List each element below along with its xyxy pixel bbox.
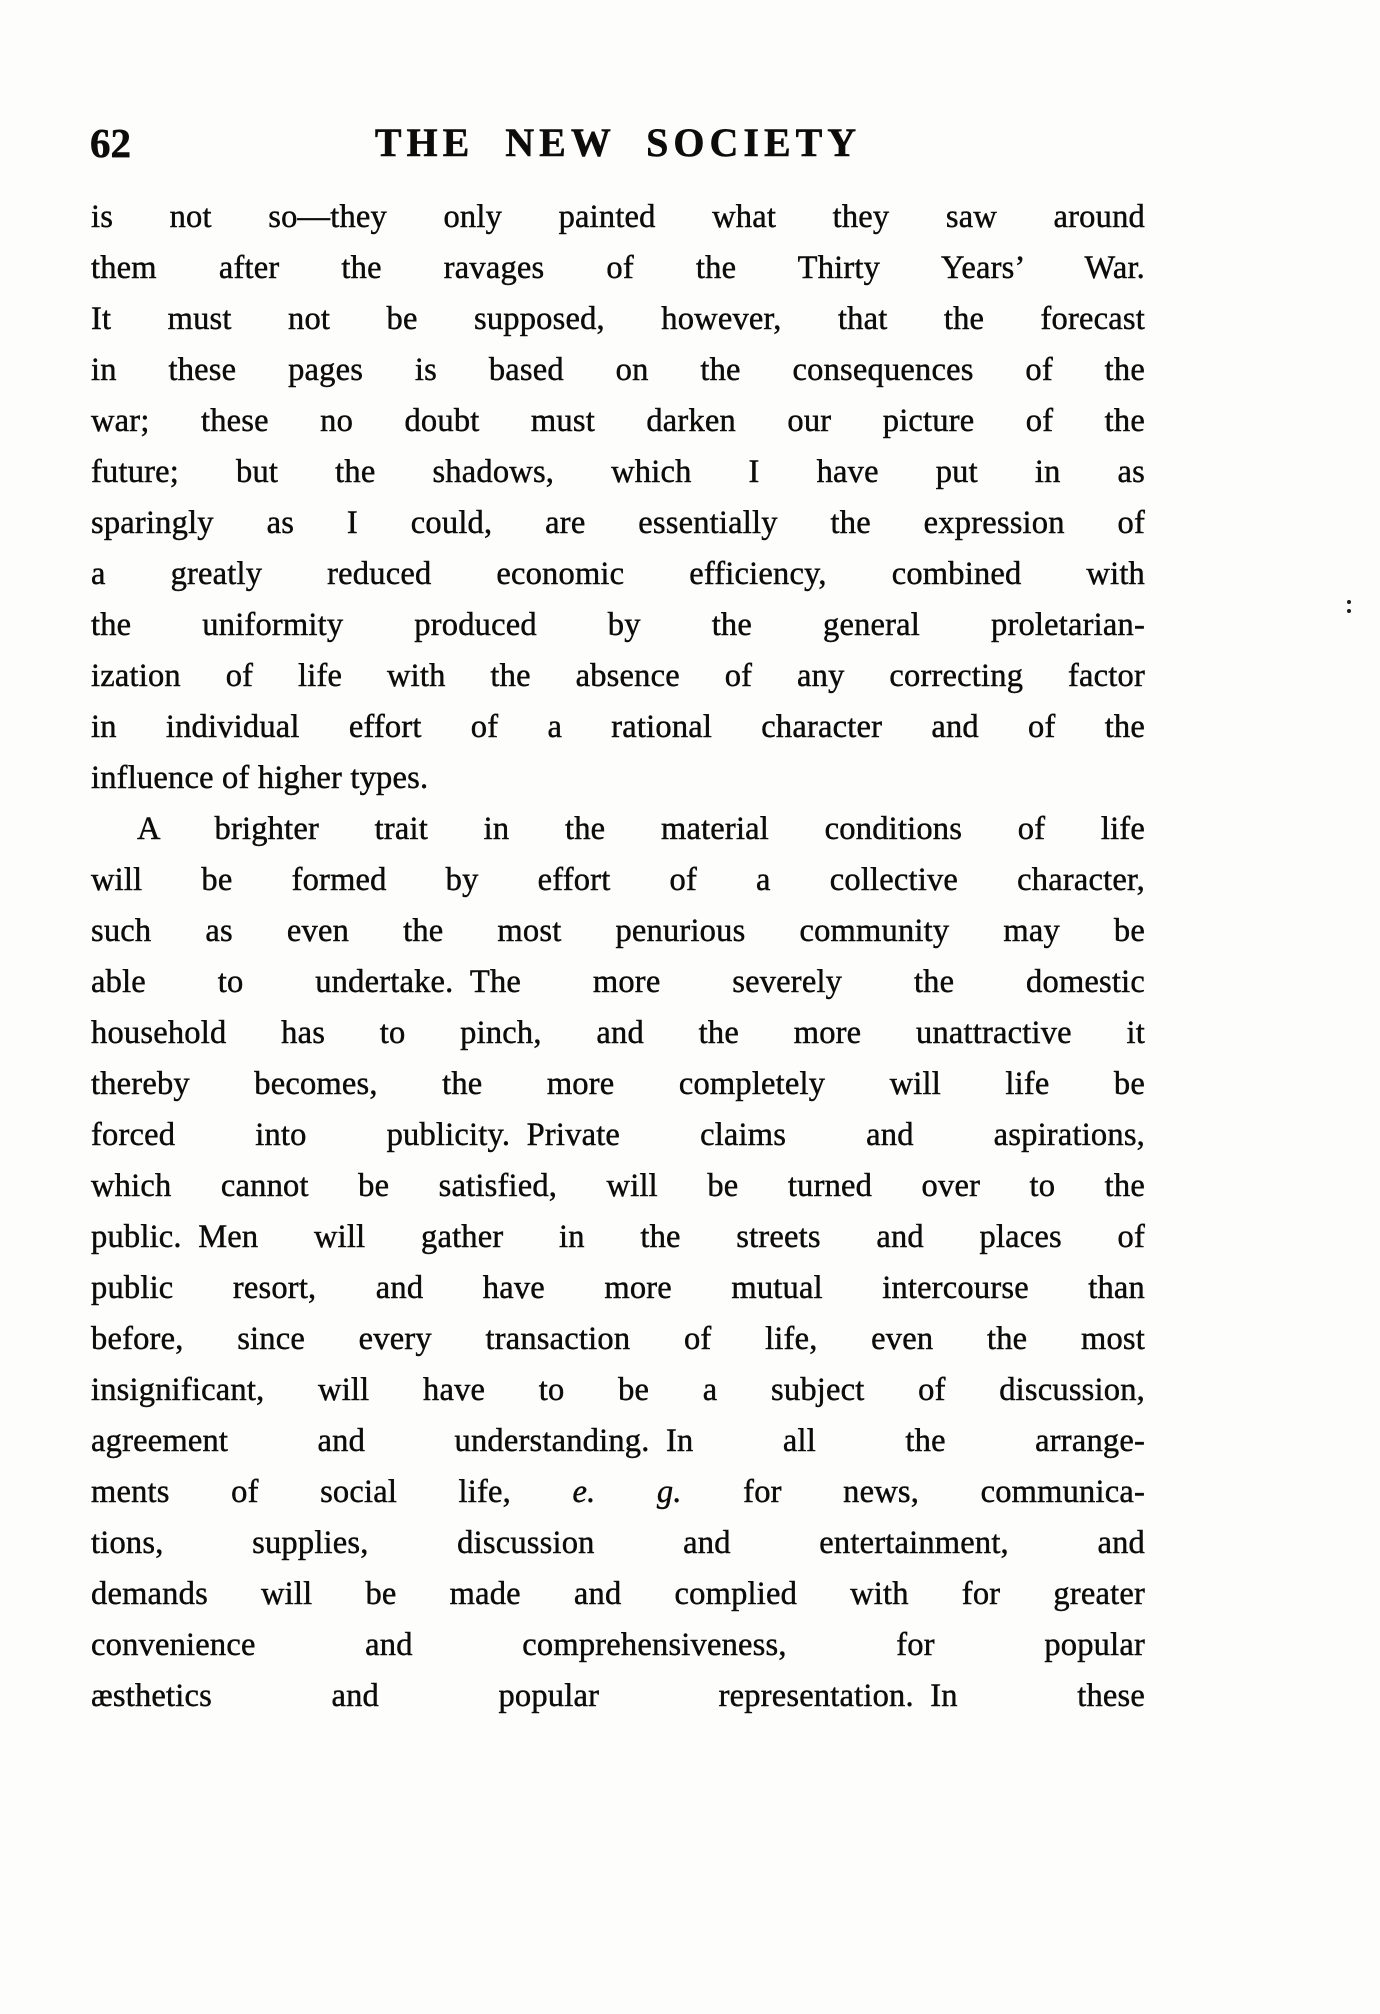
text-segment: sparingly as I could, are essentially the expression of — [91, 505, 1145, 541]
text-line — [91, 243, 1145, 294]
text-line — [91, 192, 1145, 243]
text-segment: convenience and comprehensiveness, for popular — [91, 1627, 1145, 1663]
text-line — [91, 498, 1145, 549]
text-segment: able to undertake. The more severely the domestic — [91, 964, 1145, 1000]
text-line — [91, 1365, 1145, 1416]
text-line — [91, 1263, 1145, 1314]
text-segment: influence of higher types. — [91, 760, 429, 796]
text-segment: war; these no doubt must darken our picture of the — [91, 403, 1145, 439]
text-segment: agreement and understanding. In all the arrange- — [91, 1423, 1145, 1459]
running-title: THE NEW SOCIETY — [374, 120, 862, 165]
text-line — [91, 549, 1145, 600]
text-segment: such as even the most penurious community may be — [91, 913, 1145, 949]
text-line — [91, 294, 1145, 345]
text-segment: æsthetics and popular representation. In these — [91, 1678, 1145, 1714]
text-segment: public. Men will gather in the streets and places of — [91, 1219, 1145, 1255]
text-segment: tions, supplies, discussion and entertainment, and — [91, 1525, 1145, 1561]
text-line — [91, 600, 1145, 651]
text-segment: insignificant, will have to be a subject of discussion, — [91, 1372, 1145, 1408]
text-segment: before, since every transaction of life, even the most — [91, 1321, 1145, 1357]
page-number: 62 — [90, 120, 131, 166]
text-line — [91, 702, 1145, 753]
text-segment: thereby becomes, the more completely will life be — [91, 1066, 1145, 1102]
text-line — [91, 957, 1145, 1008]
text-line — [91, 1212, 1145, 1263]
text-line — [91, 1110, 1145, 1161]
text-line — [91, 804, 1145, 855]
text-segment: future; but the shadows, which I have put in as — [91, 454, 1145, 490]
text-segment: a greatly reduced economic efficiency, combined with — [91, 556, 1145, 592]
text-segment: demands will be made and complied with for greater — [91, 1576, 1145, 1612]
text-line — [91, 1059, 1145, 1110]
text-line — [91, 651, 1145, 702]
text-line — [91, 1314, 1145, 1365]
text-segment: which cannot be satisfied, will be turned over to the — [91, 1168, 1145, 1204]
text-line — [91, 906, 1145, 957]
text-line — [91, 1467, 1145, 1518]
text-segment: It must not be supposed, however, that the forecast — [91, 301, 1145, 337]
text-line — [91, 1620, 1145, 1671]
text-line — [91, 855, 1145, 906]
text-line — [91, 1671, 1145, 1722]
text-segment: in individual effort of a rational character and of the — [91, 709, 1145, 745]
text-line — [91, 1416, 1145, 1467]
text-segment: in these pages is based on the consequences of the — [91, 352, 1145, 388]
text-segment: ments of social life, — [91, 1474, 573, 1510]
italic-text-segment: e. g. — [572, 1474, 682, 1510]
scan-speck — [1347, 600, 1351, 604]
body-text — [91, 192, 1145, 1722]
text-line — [91, 1518, 1145, 1569]
text-segment: is not so—they only painted what they saw around — [91, 199, 1145, 235]
text-segment: for news, communica- — [681, 1474, 1146, 1510]
text-segment: the uniformity produced by the general proletarian- — [91, 607, 1145, 643]
text-line — [91, 396, 1145, 447]
text-line — [91, 447, 1145, 498]
text-segment: them after the ravages of the Thirty Years’ War. — [91, 250, 1145, 286]
text-line — [91, 1161, 1145, 1212]
text-segment: ization of life with the absence of any correcting factor — [91, 658, 1145, 694]
text-segment: forced into publicity. Private claims and aspirations, — [91, 1117, 1145, 1153]
text-segment: household has to pinch, and the more unattractive it — [91, 1015, 1145, 1051]
text-segment: public resort, and have more mutual intercourse than — [91, 1270, 1145, 1306]
text-segment: will be formed by effort of a collective character, — [91, 862, 1145, 898]
text-line — [91, 345, 1145, 396]
text-line — [91, 1008, 1145, 1059]
text-line — [91, 1569, 1145, 1620]
text-line — [91, 753, 1145, 804]
text-segment: A brighter trait in the material conditions of life — [137, 811, 1145, 847]
